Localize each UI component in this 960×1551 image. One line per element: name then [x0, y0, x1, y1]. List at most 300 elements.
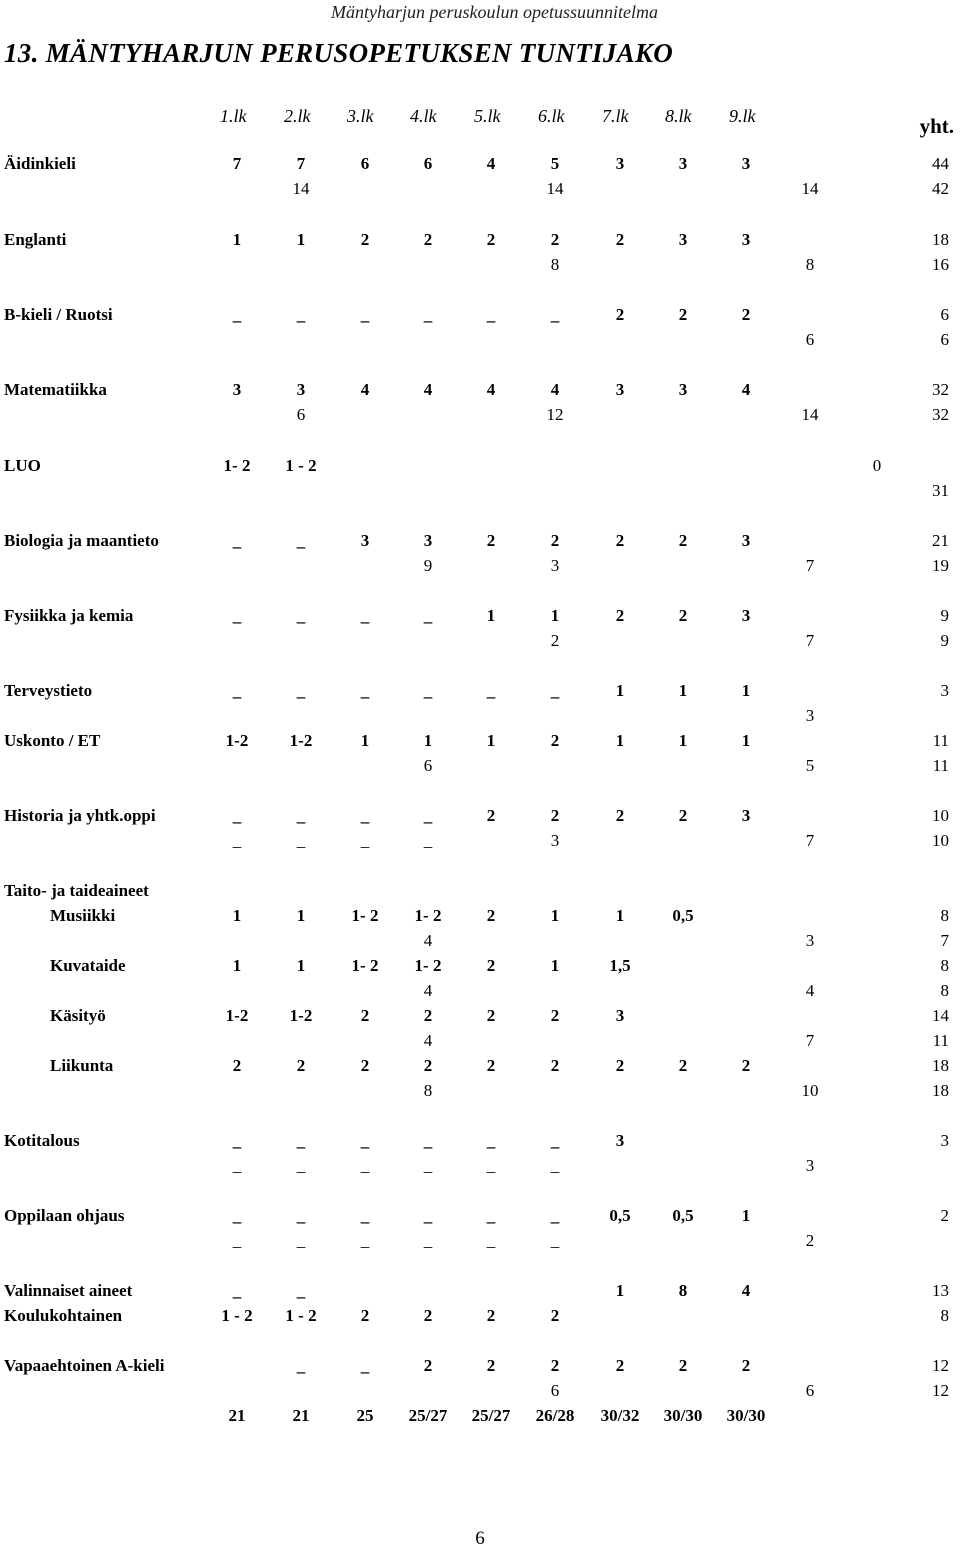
subject-label: Kuvataide [50, 956, 126, 975]
grade-cell: _ [232, 606, 242, 625]
grade-header: 6.lk [538, 106, 565, 126]
grade-cell: _ [296, 1231, 306, 1250]
grade-cell: 2 [232, 1056, 242, 1075]
table-row [0, 1131, 960, 1156]
grade-cell: 4 [360, 380, 370, 399]
table-row [0, 305, 960, 330]
grade-cell: 4 [550, 380, 560, 399]
subject-label: Historia ja yhtk.oppi [4, 806, 156, 825]
table-row [0, 1081, 960, 1106]
grade-cell: 0,5 [672, 906, 694, 925]
grade-cell: 1 [423, 731, 433, 750]
subject-label: Biologia ja maantieto [4, 531, 159, 550]
stage-sum-cell: 14 [292, 179, 310, 198]
grade-cell: 30/30 [726, 1406, 766, 1425]
stage-sum-cell: 3 [805, 931, 815, 950]
stage-sum-cell: 14 [801, 179, 819, 198]
grade-cell: _ [486, 1156, 496, 1175]
extra-cell: 0 [872, 456, 882, 475]
grade-cell: 2 [741, 1056, 751, 1075]
grade-cell: _ [550, 681, 560, 700]
total-header: yht. [919, 114, 954, 138]
table-row [0, 405, 960, 430]
subject-label: Terveystieto [4, 681, 93, 700]
stage-sum-cell: 5 [805, 756, 815, 775]
grade-cell: _ [486, 1206, 496, 1225]
grade-cell: _ [232, 305, 242, 324]
grade-cell: 0,5 [609, 1206, 631, 1225]
grade-cell: 3 [360, 531, 370, 550]
grade-cell: 2 [615, 305, 625, 324]
table-row [0, 906, 960, 931]
grade-cell: 2 [550, 1356, 560, 1375]
grade-cell: 2 [550, 731, 560, 750]
table-row [0, 1281, 960, 1306]
grade-cell: 3 [232, 380, 242, 399]
grade-cell: 2 [423, 230, 433, 249]
grade-cell: 4 [741, 1281, 751, 1300]
grade-cell: 1-2 [225, 731, 249, 750]
grade-cell: 2 [360, 1306, 370, 1325]
grade-cell: 2 [550, 1006, 560, 1025]
table-row [0, 230, 960, 255]
grade-cell: _ [360, 1356, 370, 1375]
grade-cell: _ [296, 831, 306, 850]
total-cell: 18 [932, 230, 949, 249]
grade-header: 1.lk [220, 106, 247, 126]
grade-cell: 1 [678, 731, 688, 750]
stage-sum-cell: 4 [423, 981, 433, 1000]
grade-cell: 1 [296, 230, 306, 249]
table-row [0, 1206, 960, 1231]
grade-header: 5.lk [474, 106, 501, 126]
table-row [0, 380, 960, 405]
total-cell: 12 [932, 1381, 949, 1400]
grade-cell: 1-2 [225, 1006, 249, 1025]
grade-cell: 1 - 2 [285, 456, 317, 475]
total-cell: 8 [940, 956, 949, 975]
table-row [0, 1356, 960, 1381]
grade-cell: 4 [741, 380, 751, 399]
grade-header: 7.lk [602, 106, 629, 126]
table-row [0, 456, 960, 481]
grade-cell: 1 [486, 606, 496, 625]
grade-cell: _ [232, 806, 242, 825]
grade-cell: 3 [678, 154, 688, 173]
stage-sum-cell: 6 [423, 756, 433, 775]
total-cell: 9 [940, 606, 949, 625]
grade-cell: 3 [741, 806, 751, 825]
grade-cell: _ [423, 1131, 433, 1150]
page-title: 13. MÄNTYHARJUN PERUSOPETUKSEN TUNTIJAKO [4, 38, 674, 68]
grade-header: 8.lk [665, 106, 692, 126]
total-cell: 18 [932, 1056, 949, 1075]
stage-sum-cell: 7 [805, 631, 815, 650]
grade-cell: _ [423, 681, 433, 700]
grade-cell: 2 [678, 606, 688, 625]
grade-cell: _ [296, 1281, 306, 1300]
total-cell: 31 [932, 481, 949, 500]
grade-cell: 1 [550, 956, 560, 975]
subject-label: Liikunta [50, 1056, 114, 1075]
stage-sum-cell: 4 [423, 931, 433, 950]
table-row [0, 481, 960, 506]
table-row [0, 1381, 960, 1406]
stage-sum-cell: 6 [805, 330, 815, 349]
grade-cell: 2 [486, 956, 496, 975]
grade-cell: 3 [615, 154, 625, 173]
grade-cell: 2 [486, 1306, 496, 1325]
subject-label: Matematiikka [4, 380, 107, 399]
table-row [0, 255, 960, 280]
grade-cell: 2 [360, 230, 370, 249]
table-row [0, 179, 960, 204]
grade-cell: 1-2 [289, 1006, 313, 1025]
grade-cell: 21 [292, 1406, 310, 1425]
grade-cell: 8 [678, 1281, 688, 1300]
subject-label: Uskonto / ET [4, 731, 101, 750]
grade-cell: _ [423, 831, 433, 850]
stage-sum-cell: 6 [550, 1381, 560, 1400]
table-row [0, 631, 960, 656]
grade-cell: 3 [741, 606, 751, 625]
total-cell: 32 [932, 405, 949, 424]
grade-cell: _ [360, 806, 370, 825]
table-row [0, 1231, 960, 1256]
grade-cell: _ [232, 531, 242, 550]
grade-cell: 2 [486, 531, 496, 550]
total-cell: 9 [940, 631, 949, 650]
grade-cell: _ [232, 1206, 242, 1225]
stage-sum-cell: 7 [805, 1031, 815, 1050]
grade-cell: 2 [550, 1306, 560, 1325]
table-row [0, 881, 960, 906]
grade-cell: 1 [741, 731, 751, 750]
grade-cell: 2 [741, 1356, 751, 1375]
grade-cell: 1 [232, 956, 242, 975]
grade-cell: 2 [615, 1356, 625, 1375]
grade-cell: _ [423, 1156, 433, 1175]
grade-cell: _ [550, 305, 560, 324]
grade-cell: 1,5 [609, 956, 631, 975]
grade-cell: 2 [615, 806, 625, 825]
grade-cell: _ [360, 681, 370, 700]
total-cell: 3 [940, 1131, 949, 1150]
grade-cell: 4 [423, 380, 433, 399]
grade-cell: 2 [486, 1056, 496, 1075]
grade-cell: _ [296, 681, 306, 700]
grade-cell: 2 [550, 1056, 560, 1075]
grade-cell: 30/30 [663, 1406, 703, 1425]
grade-cell: 2 [615, 230, 625, 249]
grade-cell: 2 [486, 230, 496, 249]
page-number: 6 [475, 1528, 485, 1549]
grade-cell: _ [360, 1206, 370, 1225]
grade-cell: _ [232, 1281, 242, 1300]
table-row [0, 831, 960, 856]
stage-sum-cell: 3 [805, 1156, 815, 1175]
grade-cell: 1 - 2 [221, 1306, 253, 1325]
total-cell: 3 [940, 681, 949, 700]
stage-sum-cell: 2 [550, 631, 560, 650]
grade-cell: 2 [678, 305, 688, 324]
table-row [0, 1306, 960, 1331]
stage-sum-cell: 6 [805, 1381, 815, 1400]
grade-cell: _ [486, 681, 496, 700]
grade-cell: _ [360, 1231, 370, 1250]
subject-label: Valinnaiset aineet [4, 1281, 133, 1300]
subject-label: Koulukohtainen [4, 1306, 123, 1325]
grade-cell: _ [550, 1131, 560, 1150]
table-row [0, 806, 960, 831]
table-row [0, 154, 960, 179]
stage-sum-cell: 3 [550, 831, 560, 850]
grade-cell: 3 [423, 531, 433, 550]
grade-cell: _ [360, 831, 370, 850]
grade-cell: _ [486, 305, 496, 324]
grade-cell: _ [296, 1131, 306, 1150]
grade-cell: _ [360, 1131, 370, 1150]
grade-cell: 3 [615, 1006, 625, 1025]
grade-cell: 3 [678, 380, 688, 399]
grade-cell: 3 [615, 1131, 625, 1150]
table-row [0, 681, 960, 706]
grade-cell: 1- 2 [414, 956, 442, 975]
grade-cell: 2 [550, 230, 560, 249]
grade-cell: _ [423, 606, 433, 625]
grade-cell: 30/32 [600, 1406, 640, 1425]
grade-cell: 25 [356, 1406, 374, 1425]
total-cell: 6 [940, 330, 949, 349]
grade-cell: 1 [296, 956, 306, 975]
grade-cell: 2 [486, 1006, 496, 1025]
subject-label: B-kieli / Ruotsi [4, 305, 113, 324]
grade-cell: 2 [423, 1356, 433, 1375]
grade-cell: _ [423, 806, 433, 825]
grade-cell: 2 [615, 606, 625, 625]
total-cell: 12 [932, 1356, 949, 1375]
grade-cell: 3 [741, 531, 751, 550]
total-cell: 10 [932, 806, 949, 825]
stage-sum-cell: 3 [550, 556, 560, 575]
grade-cell: 0,5 [672, 1206, 694, 1225]
stage-sum-cell: 3 [805, 706, 815, 725]
grade-cell: 1- 2 [414, 906, 442, 925]
grade-cell: _ [550, 1206, 560, 1225]
grade-cell: 4 [486, 154, 496, 173]
grade-cell: 3 [741, 154, 751, 173]
grade-cell: 2 [360, 1006, 370, 1025]
total-cell: 8 [940, 1306, 949, 1325]
subject-label: Kotitalous [4, 1131, 80, 1150]
grade-cell: 2 [615, 531, 625, 550]
subject-label: Vapaaehtoinen A-kieli [4, 1356, 165, 1375]
grade-cell: 25/27 [408, 1406, 448, 1425]
grade-cell: _ [360, 1156, 370, 1175]
subject-label: LUO [4, 456, 41, 475]
total-cell: 6 [940, 305, 949, 324]
grade-cell: 4 [486, 380, 496, 399]
total-cell: 14 [932, 1006, 949, 1025]
grade-cell: _ [296, 531, 306, 550]
grade-cell: 21 [228, 1406, 246, 1425]
stage-sum-cell: 2 [805, 1231, 815, 1250]
grade-cell: 2 [678, 1356, 688, 1375]
table-row [0, 706, 960, 731]
table-row [0, 556, 960, 581]
grade-cell: _ [360, 305, 370, 324]
grade-cell: 3 [741, 230, 751, 249]
grade-cell: _ [360, 606, 370, 625]
table-row [0, 606, 960, 631]
table-row [0, 981, 960, 1006]
grade-cell: 1- 2 [351, 956, 379, 975]
subject-label: Fysiikka ja kemia [4, 606, 134, 625]
grade-cell: 1-2 [289, 731, 313, 750]
total-cell: 11 [932, 756, 949, 775]
grade-header: 4.lk [410, 106, 437, 126]
grade-cell: 1 [615, 731, 625, 750]
grade-cell: _ [550, 1231, 560, 1250]
grade-header: 3.lk [347, 106, 374, 126]
grade-cell: 25/27 [471, 1406, 511, 1425]
table-row [0, 956, 960, 981]
grade-cell: 7 [296, 154, 306, 173]
total-cell: 2 [940, 1206, 949, 1225]
grade-cell: 2 [423, 1056, 433, 1075]
table-row [0, 1056, 960, 1081]
table-row [0, 1006, 960, 1031]
stage-sum-cell: 4 [805, 981, 815, 1000]
grade-header: 2.lk [284, 106, 311, 126]
total-cell: 16 [932, 255, 949, 274]
grade-cell: 2 [678, 806, 688, 825]
grade-cell: 1 [615, 681, 625, 700]
grade-cell: _ [423, 305, 433, 324]
stage-sum-cell: 9 [423, 556, 433, 575]
total-cell: 32 [932, 380, 949, 399]
grade-cell: 7 [232, 154, 242, 173]
grade-cell: 2 [486, 806, 496, 825]
total-cell: 8 [940, 981, 949, 1000]
grade-header: 9.lk [729, 106, 756, 126]
subject-label: Taito- ja taideaineet [4, 881, 149, 900]
table-row [0, 1156, 960, 1181]
stage-sum-cell: 8 [550, 255, 560, 274]
grade-cell: _ [423, 1206, 433, 1225]
total-cell: 8 [940, 906, 949, 925]
grade-cell: _ [232, 1231, 242, 1250]
stage-sum-cell: 10 [801, 1081, 819, 1100]
grade-cell: _ [550, 1156, 560, 1175]
stage-sum-cell: 4 [423, 1031, 433, 1050]
grade-cell: 1 [550, 906, 560, 925]
grade-cell: 1 [486, 731, 496, 750]
stage-sum-cell: 8 [423, 1081, 433, 1100]
stage-sum-cell: 8 [805, 255, 815, 274]
grade-cell: 1 [550, 606, 560, 625]
grade-cell: 1- 2 [223, 456, 251, 475]
table-row [0, 1406, 960, 1431]
grade-cell: 2 [360, 1056, 370, 1075]
grade-cell: _ [296, 606, 306, 625]
grade-cell: _ [296, 305, 306, 324]
grade-cell: _ [296, 806, 306, 825]
grade-cell: _ [296, 1156, 306, 1175]
subject-label: Musiikki [50, 906, 116, 925]
grade-cell: 2 [423, 1006, 433, 1025]
grade-cell: 1 [360, 731, 370, 750]
total-cell: 7 [940, 931, 949, 950]
total-cell: 19 [932, 556, 949, 575]
total-cell: 11 [932, 1031, 949, 1050]
stage-sum-cell: 12 [546, 405, 564, 424]
grade-cell: 2 [550, 806, 560, 825]
grade-cell: 1 [232, 230, 242, 249]
document-running-header: Mäntyharjun peruskoulun opetussuunnitelma [331, 2, 658, 22]
table-row [0, 531, 960, 556]
table-row [0, 931, 960, 956]
grade-cell: 1 [232, 906, 242, 925]
grade-cell: 1 [615, 906, 625, 925]
grade-cell: _ [486, 1231, 496, 1250]
subject-label: Oppilaan ohjaus [4, 1206, 125, 1225]
grade-cell: 1- 2 [351, 906, 379, 925]
total-cell: 11 [932, 731, 949, 750]
grade-cell: _ [232, 831, 242, 850]
stage-sum-cell: 6 [296, 405, 306, 424]
grade-cell: 2 [423, 1306, 433, 1325]
grade-cell: _ [232, 681, 242, 700]
stage-sum-cell: 7 [805, 556, 815, 575]
grade-cell: 1 [741, 681, 751, 700]
grade-cell: 1 [741, 1206, 751, 1225]
grade-cell: 2 [486, 906, 496, 925]
grade-cell: 6 [360, 154, 370, 173]
stage-sum-cell: 7 [805, 831, 815, 850]
grade-cell: _ [232, 1131, 242, 1150]
total-cell: 42 [932, 179, 949, 198]
stage-sum-cell: 14 [546, 179, 564, 198]
grade-cell: 2 [678, 531, 688, 550]
stage-sum-cell: 14 [801, 405, 819, 424]
grade-cell: 6 [423, 154, 433, 173]
grade-cell: 1 - 2 [285, 1306, 317, 1325]
subject-label: Englanti [4, 230, 67, 249]
grade-cell: _ [486, 1131, 496, 1150]
grade-cell: _ [423, 1231, 433, 1250]
table-row [0, 1031, 960, 1056]
grade-cell: 5 [550, 154, 560, 173]
grade-cell: _ [232, 1156, 242, 1175]
grade-cell: 2 [741, 305, 751, 324]
total-cell: 18 [932, 1081, 949, 1100]
grade-cell: 26/28 [535, 1406, 575, 1425]
total-cell: 13 [932, 1281, 949, 1300]
total-cell: 10 [932, 831, 949, 850]
subject-label: Äidinkieli [4, 154, 76, 173]
grade-header-row [0, 106, 960, 138]
grade-cell: 2 [678, 1056, 688, 1075]
table-row [0, 756, 960, 781]
grade-cell: 2 [486, 1356, 496, 1375]
table-row [0, 330, 960, 355]
grade-cell: _ [296, 1206, 306, 1225]
table-row [0, 731, 960, 756]
grade-cell: 1 [678, 681, 688, 700]
grade-cell: 3 [296, 380, 306, 399]
grade-cell: 1 [296, 906, 306, 925]
